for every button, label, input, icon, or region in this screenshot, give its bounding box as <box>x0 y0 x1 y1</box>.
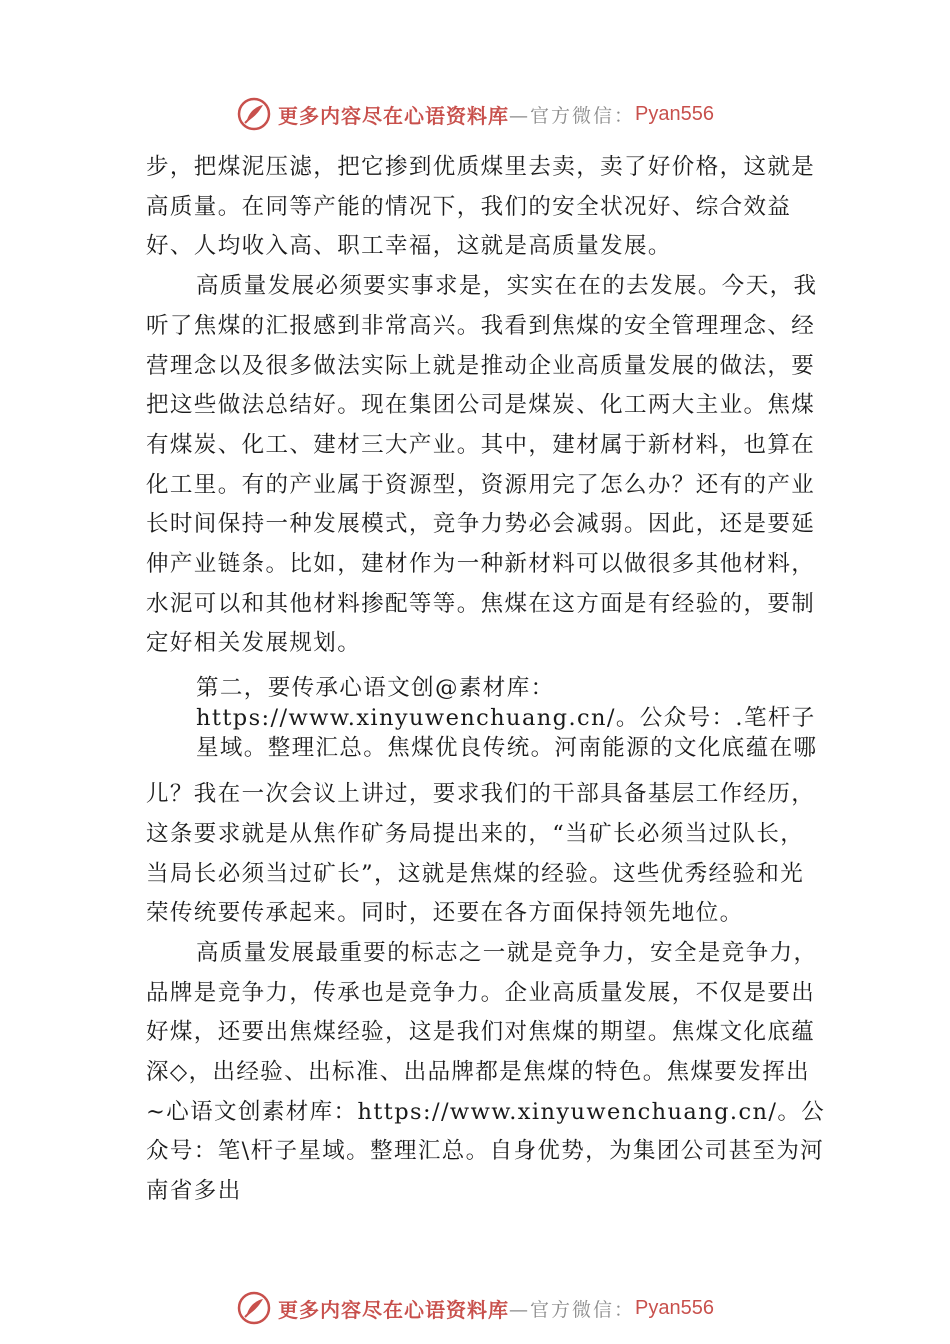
paragraph: 儿？我在一次会议上讲过，要求我们的干部具备基层工作经历，这条要求就是从焦作矿务局提出来的，“当矿长必须当过队长，当局长必须当过矿长”，这就是焦煤的经验。这些优秀经验和光荣传统要传承起来。同时，还要在各方面保持领先地位。 <box>146 781 816 927</box>
banner-subtitle: —官方微信： <box>509 1298 636 1321</box>
logo-icon <box>236 1290 272 1326</box>
paragraph: 步，把煤泥压滤，把它掺到优质煤里去卖，卖了好价格，这就是高质量。在同等产能的情况下，我们的安全状况好、综合效益好、人均收入高、职工幸福，这就是高质量发展。 <box>146 154 816 260</box>
paragraph: 高质量发展最重要的标志之一就是竞争力，安全是竞争力，品牌是竞争力，传承也是竞争力。企业高质量发展，不仅是要出好煤，还要出焦煤经验，这是我们对焦煤的期望。焦煤文化底蕴深◇，出经验、出标准、出品牌都是焦煤的特色。焦煤要发挥出~心语文创素材库：https://www.xinyuwenchuang.cn/。公众号：笔\杆子星域。整理汇总。自身优势，为集团公司甚至为河南省多出 <box>146 939 826 1205</box>
banner-wechat-id: Pyan556 <box>635 1296 714 1319</box>
paragraph: 高质量发展必须要实事求是，实实在在的去发展。今天，我听了焦煤的汇报感到非常高兴。我看到焦煤的安全管理理念、经营理念以及很多做法实际上就是推动企业高质量发展的做法，要把这些做法总结好。现在集团公司是煤炭、化工两大主业。焦煤有煤炭、化工、建材三大产业。其中，建材属于新材料，也算在化工里。有的产业属于资源型，资源用完了怎么办？还有的产业长时间保持一种发展模式，竞争力势必会减弱。因此，还是要延伸产业链条。比如，建材作为一种新材料可以做很多其他材料，水泥可以和其他材料掺配等等。焦煤在这方面是有经验的，要制定好相关发展规划。 <box>146 273 818 657</box>
footer-banner <box>0 1286 950 1330</box>
banner-wechat-id: Pyan556 <box>635 102 714 125</box>
logo-icon <box>236 96 272 132</box>
banner-subtitle: —官方微信： <box>509 104 636 127</box>
banner-title: 更多内容尽在心语资料库 <box>278 103 509 128</box>
article-body <box>146 148 826 1212</box>
section-heading-paragraph: 第二，要传承心语文创@素材库：https://www.xinyuwenchuang.cn/。公众号：.笔杆子星域。整理汇总。焦煤优良传统。河南能源的文化底蕴在哪 <box>196 675 818 762</box>
banner-title: 更多内容尽在心语资料库 <box>278 1297 509 1322</box>
header-banner <box>0 92 950 136</box>
